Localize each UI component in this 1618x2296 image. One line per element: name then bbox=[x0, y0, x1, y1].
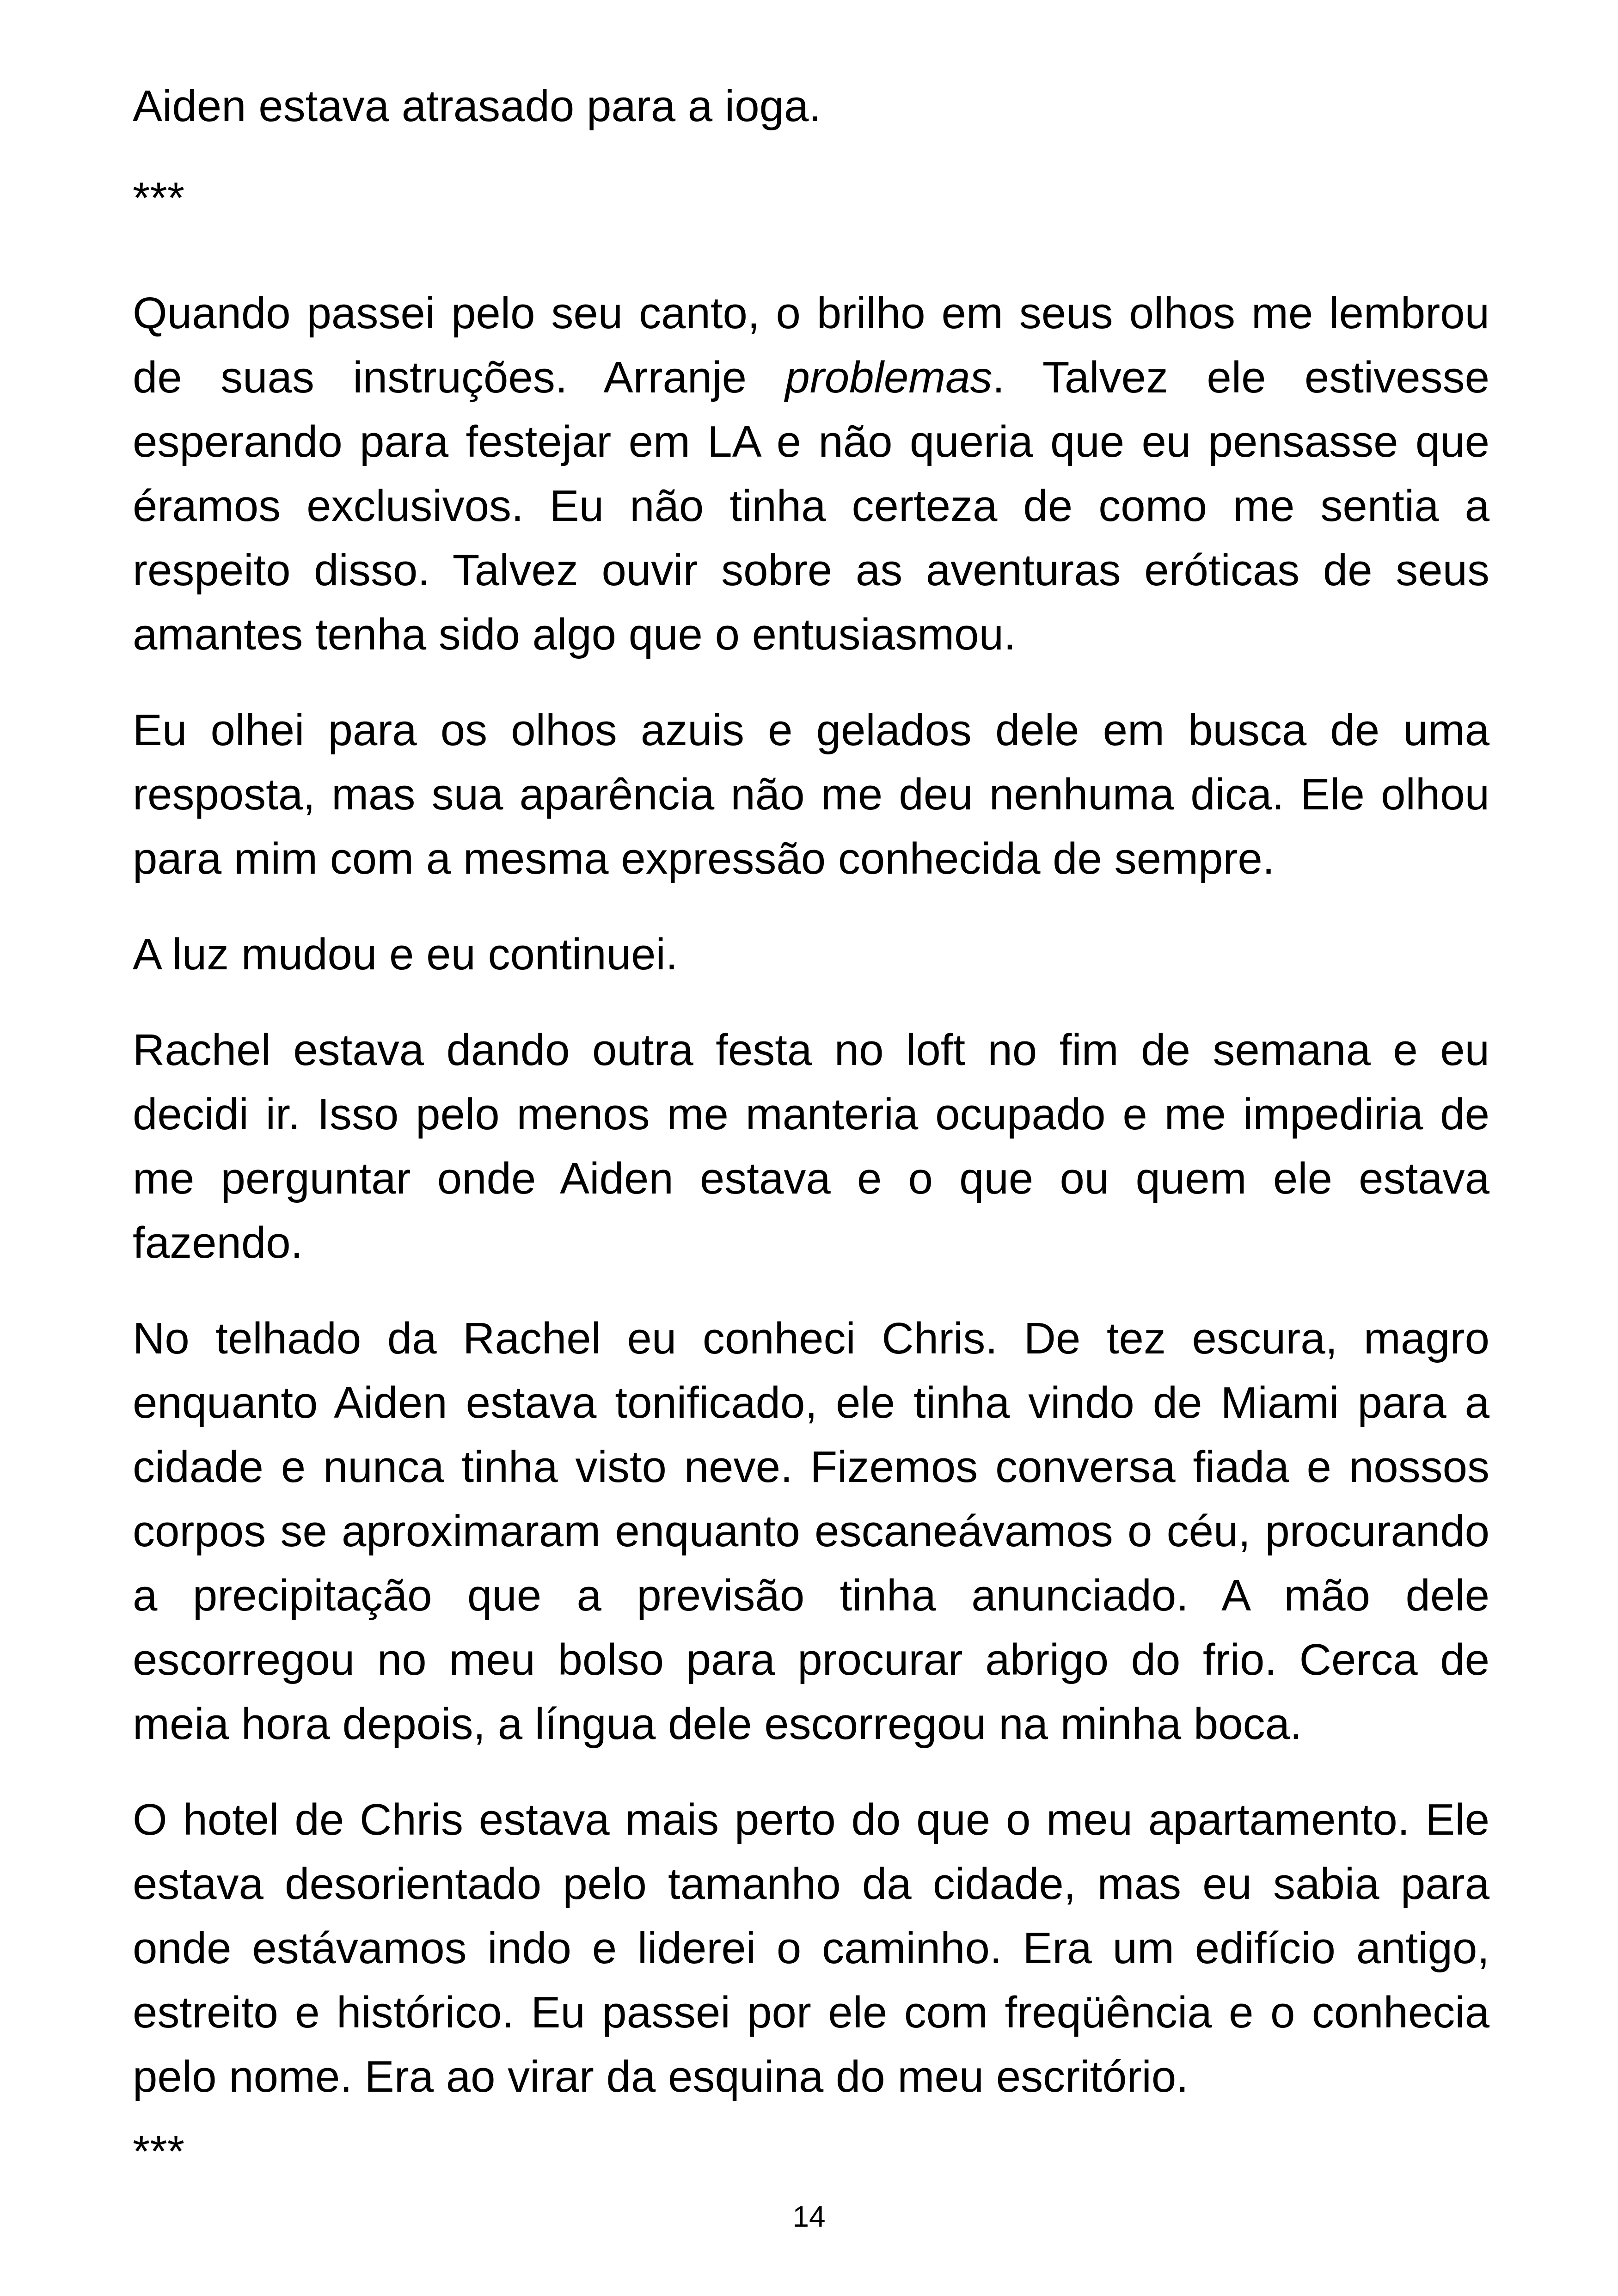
paragraph-4: Rachel estava dando outra festa no loft no fim de semana e eu decidi ir. Isso pelo menos me manteria ocupado e me impediria de me perguntar onde Aiden estava e o que ou quem ele estava fazendo. bbox=[133, 1025, 1489, 1267]
opening-line: Aiden estava atrasado para a ioga. bbox=[133, 81, 821, 131]
paragraph-2: Eu olhei para os olhos azuis e gelados dele em busca de uma resposta, mas sua aparência não me deu nenhuma dica. Ele olhou para mim com a mesma expressão conhecida de sempre. bbox=[133, 705, 1489, 883]
section-separator-bottom: *** bbox=[133, 2127, 185, 2176]
page-number: 14 bbox=[792, 2200, 826, 2233]
paragraph-5: No telhado da Rachel eu conheci Chris. De tez escura, magro enquanto Aiden estava tonificado, ele tinha vindo de Miami para a cidade e nunca tinha visto neve. Fizemos conversa fiada e nossos corpos se aproximaram enquanto escaneávamos o céu, procurando a precipitação que a previsão tinha anunciado. A mão dele escorregou no meu bolso para procurar abrigo do frio. Cerca de meia hora depois, a língua dele escorregou na minha boca. bbox=[133, 1314, 1489, 1749]
section-separator-top: *** bbox=[133, 173, 185, 223]
paragraph-3: A luz mudou e eu continuei. bbox=[133, 930, 678, 979]
paragraph-6: O hotel de Chris estava mais perto do que o meu apartamento. Ele estava desorientado pelo tamanho da cidade, mas eu sabia para onde estávamos indo e liderei o caminho. Era um edifício antigo, estreito e histórico. Eu passei por ele com freqüência e o conhecia pelo nome. Era ao virar da esquina do meu escritório. bbox=[133, 1795, 1489, 2101]
paragraph-1-emphasis: problemas bbox=[785, 353, 993, 402]
paragraph-1-start: Quando passei pelo seu canto, o brilho em seus olhos me lembrou de suas instruções. Arranje bbox=[133, 288, 1489, 402]
page-body bbox=[133, 74, 1489, 2109]
paragraph-1-end: . Talvez ele estivesse esperando para festejar em LA e não queria que eu pensasse que éramos exclusivos. Eu não tinha certeza de como me sentia a respeito disso. Talvez ouvir sobre as aventuras eróticas de seus amantes tenha sido algo que o entusiasmou. bbox=[133, 353, 1489, 659]
paragraph-1 bbox=[133, 281, 1489, 667]
